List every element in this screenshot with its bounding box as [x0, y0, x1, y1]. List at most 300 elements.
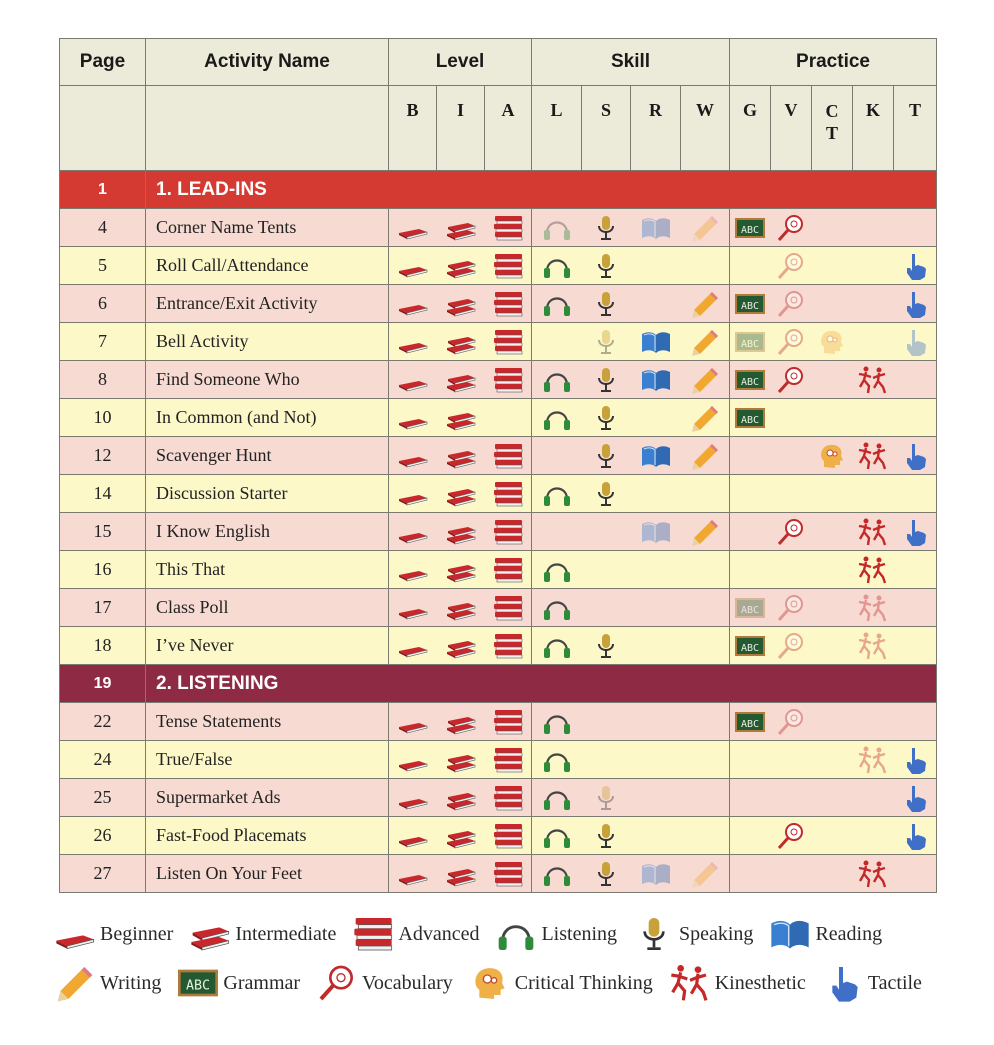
level-cell	[389, 475, 437, 513]
legend-item	[52, 963, 175, 1003]
level-cell	[485, 513, 532, 551]
header-row	[60, 39, 937, 86]
practice-cell	[771, 209, 812, 247]
level-cell	[437, 285, 485, 323]
skill-cell	[681, 551, 730, 589]
level-cell	[389, 855, 437, 893]
listening-icon	[540, 289, 574, 319]
intermediate-icon	[444, 213, 478, 243]
level-col-b: B	[389, 86, 437, 171]
intermediate-icon	[444, 783, 478, 813]
skill-cell	[582, 361, 631, 399]
practice-cell	[812, 285, 853, 323]
skill-cell	[681, 779, 730, 817]
practice-cell	[853, 475, 894, 513]
level-cell	[437, 437, 485, 475]
practice-cell	[730, 285, 771, 323]
beginner-icon	[396, 441, 430, 471]
header-page: Page	[60, 39, 146, 86]
table-row	[60, 855, 937, 893]
listening-icon	[540, 403, 574, 433]
level-cell	[389, 285, 437, 323]
practice-cell	[730, 779, 771, 817]
page-number: 25	[60, 779, 146, 817]
legend-item	[187, 914, 350, 954]
speaking-icon	[589, 403, 623, 433]
skill-cell	[681, 703, 730, 741]
practice-col-ct: C T	[812, 86, 853, 171]
intermediate-icon	[444, 707, 478, 737]
level-col-a: A	[485, 86, 532, 171]
practice-cell	[894, 437, 937, 475]
reading-icon	[767, 914, 813, 954]
practice-cell	[894, 779, 937, 817]
beginner-icon	[396, 783, 430, 813]
page-number: 7	[60, 323, 146, 361]
page-number: 5	[60, 247, 146, 285]
grammar-icon	[733, 631, 767, 661]
kinesthetic-icon	[856, 745, 890, 775]
practice-cell	[771, 817, 812, 855]
skill-cell	[582, 247, 631, 285]
activity-name: Discussion Starter	[146, 475, 389, 513]
beginner-icon	[396, 821, 430, 851]
tactile-icon	[898, 517, 932, 547]
section-page: 19	[60, 665, 146, 703]
advanced-icon	[491, 745, 525, 775]
svg-text:ABC: ABC	[741, 642, 760, 654]
beginner-icon	[396, 517, 430, 547]
activity-name: Roll Call/Attendance	[146, 247, 389, 285]
legend-label: Writing	[100, 971, 162, 994]
intermediate-icon	[444, 479, 478, 509]
practice-cell	[771, 741, 812, 779]
listening-icon	[540, 593, 574, 623]
activity-name: I’ve Never	[146, 627, 389, 665]
skill-cell	[532, 817, 582, 855]
intermediate-icon	[444, 441, 478, 471]
practice-cell	[771, 437, 812, 475]
subheader-blank	[60, 86, 146, 171]
skill-cell	[631, 323, 681, 361]
skill-cell	[532, 399, 582, 437]
reading-icon	[639, 441, 673, 471]
skill-cell	[582, 817, 631, 855]
intermediate-icon	[444, 251, 478, 281]
practice-cell	[730, 513, 771, 551]
vocabulary-icon	[774, 707, 808, 737]
kinesthetic-icon	[856, 631, 890, 661]
level-cell	[437, 513, 485, 551]
skill-cell	[532, 627, 582, 665]
legend-label: Critical Thinking	[514, 971, 653, 994]
practice-cell	[853, 247, 894, 285]
grammar-icon	[733, 365, 767, 395]
grammar-icon	[733, 707, 767, 737]
beginner-icon	[396, 859, 430, 889]
kinesthetic-icon	[856, 365, 890, 395]
critical-icon	[815, 441, 849, 471]
svg-text:ABC: ABC	[741, 376, 760, 388]
tactile-icon	[898, 289, 932, 319]
svg-text:ABC: ABC	[741, 224, 760, 236]
legend-label: Kinesthetic	[714, 971, 806, 994]
listening-icon	[540, 479, 574, 509]
practice-cell	[853, 285, 894, 323]
section-page: 1	[60, 171, 146, 209]
activity-name: Find Someone Who	[146, 361, 389, 399]
beginner-icon	[396, 213, 430, 243]
practice-cell	[853, 551, 894, 589]
level-cell	[437, 361, 485, 399]
activity-name: I Know English	[146, 513, 389, 551]
skill-cell	[532, 323, 582, 361]
level-cell	[389, 209, 437, 247]
practice-cell	[853, 741, 894, 779]
page-number: 10	[60, 399, 146, 437]
kinesthetic-icon	[856, 859, 890, 889]
legend-label: Reading	[815, 922, 883, 945]
skill-cell	[631, 209, 681, 247]
level-cell	[485, 855, 532, 893]
beginner-icon	[396, 555, 430, 585]
listening-icon	[540, 213, 574, 243]
beginner-icon	[396, 289, 430, 319]
skill-cell	[681, 285, 730, 323]
critical-icon	[815, 327, 849, 357]
level-cell	[437, 475, 485, 513]
level-cell	[389, 323, 437, 361]
table-row	[60, 513, 937, 551]
listening-icon	[540, 783, 574, 813]
reading-icon	[639, 859, 673, 889]
skill-cell	[582, 323, 631, 361]
practice-cell	[730, 323, 771, 361]
speaking-icon	[589, 289, 623, 319]
legend-label: Beginner	[100, 922, 174, 945]
advanced-icon	[491, 783, 525, 813]
activity-name: Listen On Your Feet	[146, 855, 389, 893]
practice-cell	[853, 209, 894, 247]
beginner-icon	[52, 914, 98, 954]
listening-icon	[540, 821, 574, 851]
advanced-icon	[491, 707, 525, 737]
level-cell	[437, 209, 485, 247]
table-row	[60, 437, 937, 475]
vocabulary-icon	[774, 327, 808, 357]
practice-cell	[894, 513, 937, 551]
skill-cell	[631, 361, 681, 399]
skill-cell	[631, 247, 681, 285]
grammar-icon	[733, 289, 767, 319]
skill-cell	[631, 551, 681, 589]
skill-cell	[532, 855, 582, 893]
skill-cell	[681, 361, 730, 399]
table-body	[60, 171, 937, 893]
reading-icon	[639, 327, 673, 357]
beginner-icon	[396, 593, 430, 623]
skill-cell	[681, 627, 730, 665]
speaking-icon	[589, 631, 623, 661]
practice-cell	[771, 475, 812, 513]
skill-cell	[582, 703, 631, 741]
practice-cell	[812, 551, 853, 589]
practice-cell	[853, 627, 894, 665]
legend-label: Listening	[541, 922, 617, 945]
practice-cell	[812, 703, 853, 741]
listening-icon	[540, 745, 574, 775]
skill-col-r: R	[631, 86, 681, 171]
svg-text:ABC: ABC	[186, 978, 211, 994]
skill-cell	[532, 209, 582, 247]
svg-text:ABC: ABC	[741, 414, 760, 426]
beginner-icon	[396, 631, 430, 661]
advanced-icon	[491, 859, 525, 889]
intermediate-icon	[444, 517, 478, 547]
skill-cell	[681, 855, 730, 893]
skill-cell	[532, 703, 582, 741]
advanced-icon	[491, 821, 525, 851]
skill-cell	[631, 855, 681, 893]
legend-row-1	[52, 914, 896, 954]
skill-cell	[681, 247, 730, 285]
level-cell	[389, 513, 437, 551]
beginner-icon	[396, 479, 430, 509]
activity-name: Class Poll	[146, 589, 389, 627]
level-cell	[389, 437, 437, 475]
practice-cell	[812, 817, 853, 855]
level-cell	[437, 817, 485, 855]
intermediate-icon	[444, 327, 478, 357]
svg-text:ABC: ABC	[741, 338, 760, 350]
level-cell	[485, 589, 532, 627]
listening-icon	[540, 365, 574, 395]
writing-icon	[688, 859, 722, 889]
speaking-icon	[589, 213, 623, 243]
legend-label: Speaking	[679, 922, 754, 945]
beginner-icon	[396, 707, 430, 737]
level-cell	[389, 741, 437, 779]
listening-icon	[540, 859, 574, 889]
speaking-icon	[631, 914, 677, 954]
skill-cell	[532, 741, 582, 779]
activity-name: Fast-Food Placemats	[146, 817, 389, 855]
grammar-icon	[733, 403, 767, 433]
tactile-icon	[898, 441, 932, 471]
skill-cell	[681, 437, 730, 475]
kinesthetic-icon	[856, 593, 890, 623]
practice-cell	[812, 209, 853, 247]
skill-cell	[631, 437, 681, 475]
legend-item	[175, 963, 314, 1003]
level-cell	[437, 779, 485, 817]
skill-cell	[532, 513, 582, 551]
table-row	[60, 551, 937, 589]
skill-cell	[532, 475, 582, 513]
grammar-icon	[733, 593, 767, 623]
level-cell	[389, 361, 437, 399]
level-cell	[485, 399, 532, 437]
skill-cell	[631, 741, 681, 779]
practice-cell	[894, 741, 937, 779]
legend-item	[314, 963, 467, 1003]
level-cell	[485, 475, 532, 513]
practice-cell	[894, 855, 937, 893]
kinesthetic-icon	[856, 555, 890, 585]
level-cell	[485, 209, 532, 247]
practice-cell	[730, 855, 771, 893]
practice-cell	[853, 779, 894, 817]
skill-cell	[582, 437, 631, 475]
skill-col-w: W	[681, 86, 730, 171]
level-cell	[485, 779, 532, 817]
speaking-icon	[589, 821, 623, 851]
practice-cell	[853, 703, 894, 741]
intermediate-icon	[444, 365, 478, 395]
practice-cell	[812, 361, 853, 399]
skill-cell	[631, 285, 681, 323]
practice-cell	[730, 209, 771, 247]
skill-cell	[582, 589, 631, 627]
level-cell	[389, 703, 437, 741]
listening-icon	[540, 251, 574, 281]
skill-cell	[681, 513, 730, 551]
advanced-icon	[491, 631, 525, 661]
practice-cell	[730, 361, 771, 399]
level-cell	[389, 399, 437, 437]
practice-cell	[894, 551, 937, 589]
practice-cell	[771, 323, 812, 361]
legend-item	[820, 963, 936, 1003]
intermediate-icon	[187, 914, 233, 954]
tactile-icon	[898, 251, 932, 281]
skill-cell	[532, 247, 582, 285]
skill-cell	[532, 779, 582, 817]
writing-icon	[688, 213, 722, 243]
level-cell	[485, 285, 532, 323]
practice-cell	[812, 779, 853, 817]
writing-icon	[688, 403, 722, 433]
svg-text:ABC: ABC	[741, 718, 760, 730]
kinesthetic-icon	[667, 963, 713, 1003]
vocabulary-icon	[314, 963, 360, 1003]
skill-cell	[582, 513, 631, 551]
vocabulary-icon	[774, 821, 808, 851]
beginner-icon	[396, 403, 430, 433]
skill-cell	[631, 817, 681, 855]
page-number: 24	[60, 741, 146, 779]
practice-cell	[894, 323, 937, 361]
activity-name: Bell Activity	[146, 323, 389, 361]
skill-cell	[681, 589, 730, 627]
beginner-icon	[396, 327, 430, 357]
activity-name: This That	[146, 551, 389, 589]
intermediate-icon	[444, 289, 478, 319]
skill-cell	[532, 589, 582, 627]
advanced-icon	[350, 914, 396, 954]
skill-col-l: L	[532, 86, 582, 171]
writing-icon	[688, 365, 722, 395]
tactile-icon	[898, 783, 932, 813]
skill-cell	[631, 627, 681, 665]
grammar-icon	[733, 327, 767, 357]
practice-cell	[771, 551, 812, 589]
activity-name: True/False	[146, 741, 389, 779]
header-activity-name: Activity Name	[146, 39, 389, 86]
level-cell	[485, 551, 532, 589]
speaking-icon	[589, 479, 623, 509]
practice-cell	[894, 285, 937, 323]
skill-cell	[582, 627, 631, 665]
page-number: 6	[60, 285, 146, 323]
skill-cell	[681, 817, 730, 855]
level-cell	[437, 323, 485, 361]
practice-cell	[771, 247, 812, 285]
level-cell	[437, 551, 485, 589]
listening-icon	[540, 631, 574, 661]
skill-cell	[631, 513, 681, 551]
page-number: 8	[60, 361, 146, 399]
skill-cell	[532, 361, 582, 399]
practice-cell	[812, 855, 853, 893]
tactile-icon	[898, 821, 932, 851]
listening-icon	[493, 914, 539, 954]
page-number: 27	[60, 855, 146, 893]
table-row	[60, 741, 937, 779]
legend-item	[350, 914, 493, 954]
advanced-icon	[491, 327, 525, 357]
table-row	[60, 703, 937, 741]
table-row	[60, 209, 937, 247]
vocabulary-icon	[774, 517, 808, 547]
practice-cell	[853, 361, 894, 399]
practice-cell	[730, 589, 771, 627]
practice-cell	[730, 703, 771, 741]
practice-cell	[812, 513, 853, 551]
legend-item	[493, 914, 631, 954]
section-title: 2. LISTENING	[146, 665, 937, 703]
practice-cell	[771, 703, 812, 741]
page-number: 14	[60, 475, 146, 513]
practice-cell	[853, 589, 894, 627]
svg-text:ABC: ABC	[741, 604, 760, 616]
table-row	[60, 285, 937, 323]
level-cell	[389, 817, 437, 855]
listening-icon	[540, 707, 574, 737]
practice-cell	[894, 589, 937, 627]
intermediate-icon	[444, 859, 478, 889]
practice-cell	[894, 703, 937, 741]
level-cell	[485, 741, 532, 779]
practice-cell	[853, 399, 894, 437]
advanced-icon	[491, 555, 525, 585]
skill-cell	[681, 741, 730, 779]
speaking-icon	[589, 327, 623, 357]
beginner-icon	[396, 251, 430, 281]
section-row	[60, 171, 937, 209]
level-cell	[485, 361, 532, 399]
practice-cell	[853, 855, 894, 893]
skill-cell	[631, 475, 681, 513]
tactile-icon	[820, 963, 866, 1003]
page-number: 17	[60, 589, 146, 627]
practice-cell	[894, 627, 937, 665]
skill-cell	[532, 285, 582, 323]
activity-name: In Common (and Not)	[146, 399, 389, 437]
writing-icon	[688, 517, 722, 547]
practice-cell	[894, 361, 937, 399]
activity-name: Scavenger Hunt	[146, 437, 389, 475]
